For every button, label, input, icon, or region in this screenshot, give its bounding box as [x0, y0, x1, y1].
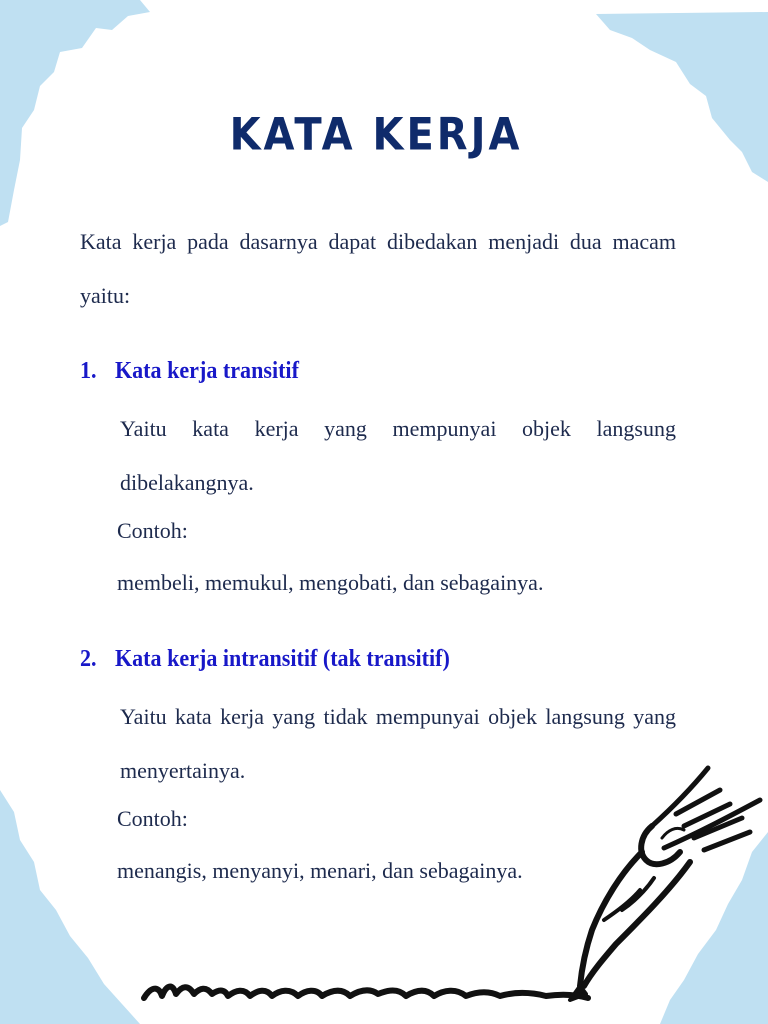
example-list: menangis, menyanyi, menari, dan sebagainya. [117, 858, 523, 883]
section-description: Yaitu kata kerja yang mempunyai objek langsung dibelakangnya. [120, 416, 676, 495]
example-list: membeli, memukul, mengobati, dan sebagainya. [117, 570, 544, 595]
intro-paragraph: Kata kerja pada dasarnya dapat dibedakan menjadi dua macam yaitu: [80, 229, 676, 308]
example-label: Contoh: [117, 806, 188, 831]
section-number: 1. [80, 358, 97, 384]
corner-bottom-right [660, 832, 768, 1024]
section-heading-intransitif [80, 646, 450, 673]
section-heading-transitif [80, 358, 299, 385]
section-number: 2. [80, 646, 97, 672]
scribble-signature-icon [144, 987, 588, 998]
section-heading-text: Kata kerja transitif [114, 358, 299, 384]
page-title: KATA KERJA [229, 109, 523, 161]
section-heading-text: Kata kerja intransitif (tak transitif) [114, 646, 450, 672]
example-label: Contoh: [117, 518, 188, 543]
section-description: Yaitu kata kerja yang tidak mempunyai objek langsung yang menyertainya. [120, 704, 676, 783]
